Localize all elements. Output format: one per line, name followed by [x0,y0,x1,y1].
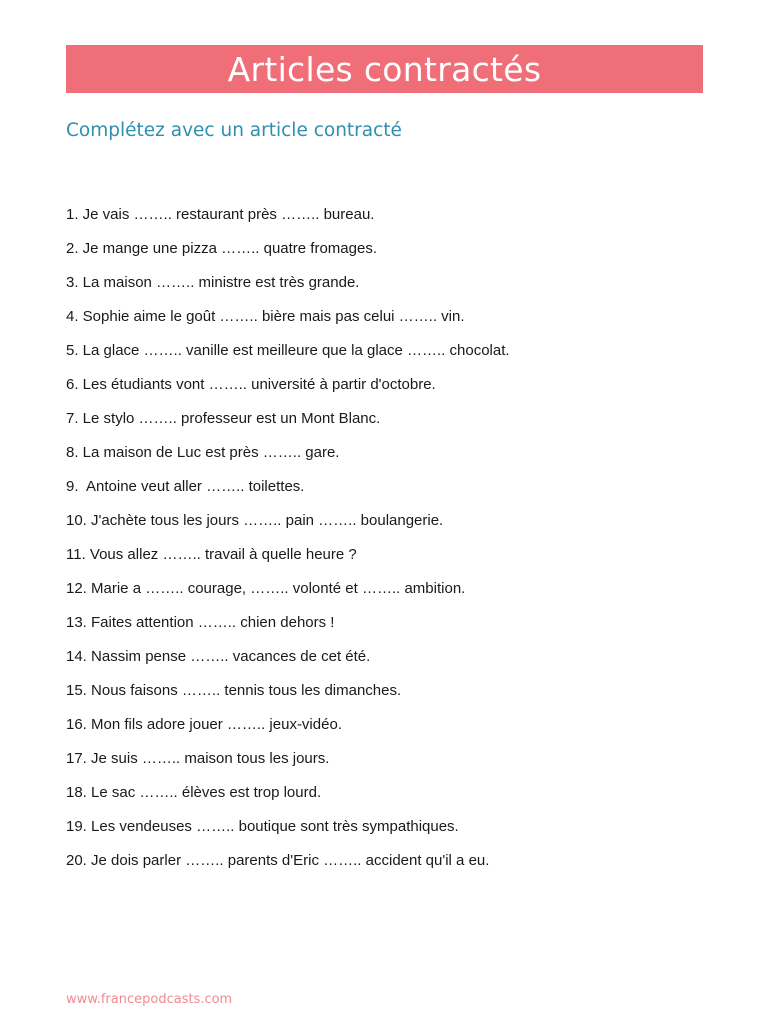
exercise-item: 9. Antoine veut aller …….. toilettes. [66,478,305,495]
exercise-item: 13. Faites attention …….. chien dehors ! [66,614,335,631]
exercise-item: 20. Je dois parler …….. parents d'Eric …….. accident qu'il a eu. [66,852,490,869]
title-banner [66,45,703,93]
exercise-item: 16. Mon fils adore jouer …….. jeux-vidéo. [66,716,342,733]
page-title: Articles contractés [227,49,542,89]
exercise-item: 15. Nous faisons …….. tennis tous les dimanches. [66,682,402,699]
exercise-item: 10. J'achète tous les jours …….. pain …….. boulangerie. [66,512,444,529]
exercise-item: 18. Le sac …….. élèves est trop lourd. [66,784,322,801]
exercise-item: 2. Je mange une pizza …….. quatre fromages. [66,240,377,257]
exercise-item: 14. Nassim pense …….. vacances de cet été. [66,648,371,665]
exercise-item: 1. Je vais …….. restaurant près …….. bureau. [66,206,375,223]
exercise-item: 6. Les étudiants vont …….. université à partir d'octobre. [66,376,436,393]
exercise-item: 4. Sophie aime le goût …….. bière mais pas celui …….. vin. [66,308,465,325]
footer-website-link[interactable]: www.francepodcasts.com [66,992,233,1007]
exercise-item: 19. Les vendeuses …….. boutique sont très sympathiques. [66,818,459,835]
exercise-item: 3. La maison …….. ministre est très grande. [66,274,360,291]
exercise-list [66,204,510,884]
exercise-item: 5. La glace …….. vanille est meilleure que la glace …….. chocolat. [66,342,510,359]
instructions: Complétez avec un article contracté [66,120,402,141]
exercise-item: 8. La maison de Luc est près …….. gare. [66,444,340,461]
exercise-item: 17. Je suis …….. maison tous les jours. [66,750,330,767]
exercise-item: 7. Le stylo …….. professeur est un Mont Blanc. [66,410,381,427]
exercise-item: 12. Marie a …….. courage, …….. volonté et …….. ambition. [66,580,466,597]
exercise-item: 11. Vous allez …….. travail à quelle heure ? [66,546,357,563]
